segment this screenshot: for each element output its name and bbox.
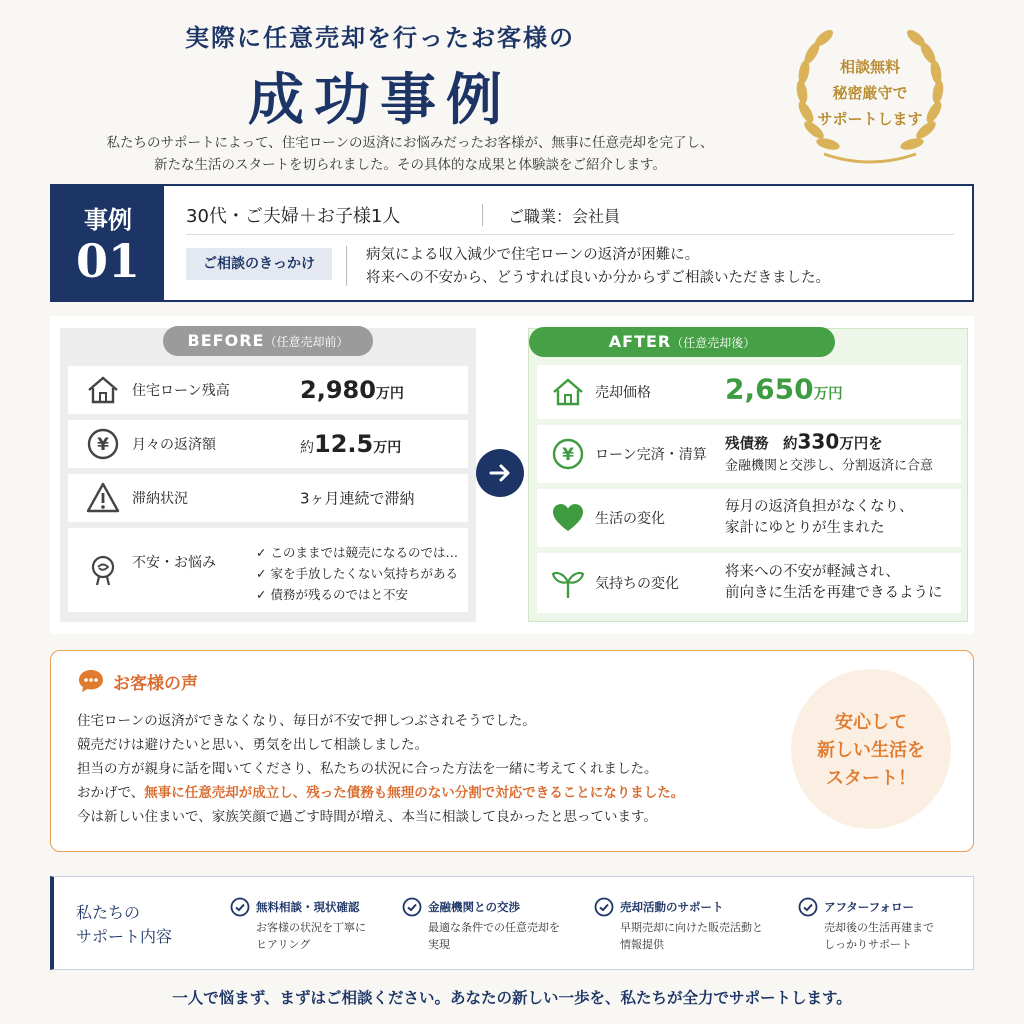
case-label-text: 事例 [84, 205, 132, 234]
badge-text [784, 54, 956, 132]
before-after-section [50, 316, 974, 634]
badge-line: 秘密厳守で [832, 84, 908, 102]
after-panel [528, 328, 968, 622]
warning-icon [84, 479, 122, 517]
desc-line: 実現 [428, 938, 450, 951]
check-circle-icon [594, 897, 614, 917]
before-row-arrears [68, 474, 468, 522]
divider [482, 204, 483, 226]
support-title-line: サポート内容 [76, 927, 173, 946]
worry-item: ✓ このままでは競売になるのでは… [256, 545, 458, 560]
case-profile: 30代・ご夫婦＋お子様1人 [186, 206, 401, 227]
voice-text: おかげで、 [77, 785, 145, 801]
circle-text [791, 709, 951, 793]
free-consultation-badge [784, 20, 956, 170]
intro-line: 新たな生活のスタートを切られました。その具体的な成果と体験談をご紹介します。 [154, 157, 666, 173]
value-unit: 万円 [373, 440, 402, 456]
row-value [725, 372, 843, 406]
value-number: 12.5 [314, 430, 374, 458]
support-title [76, 901, 172, 949]
trigger-text [366, 244, 830, 290]
value-unit: 万円 [375, 386, 404, 402]
value-line: 将来への不安が軽減され、 [725, 564, 900, 580]
row-label: 月々の返済額 [132, 437, 216, 453]
svg-text:¥: ¥ [97, 435, 109, 455]
value-line [725, 429, 933, 456]
desc-line: お客様の状況を丁寧に [256, 921, 366, 934]
intro-text [60, 132, 760, 176]
sprout-icon [549, 564, 587, 602]
row-value [725, 429, 934, 477]
case-label [52, 186, 164, 300]
voice-line: 今は新しい住まいで、家族笑顔で過ごす時間が増え、本当に相談して良かったと思っています。 [77, 809, 657, 825]
value-prefix: 約 [300, 440, 314, 456]
desc-line: 情報提供 [620, 938, 664, 951]
row-value [300, 376, 404, 404]
pill-main: BEFORE [187, 331, 265, 350]
support-item-title: アフターフォロー [824, 900, 915, 914]
voice-body [77, 709, 684, 829]
circle-line: 安心して [835, 712, 907, 733]
pill-sub: （任意売却後） [671, 336, 756, 350]
customer-voice-card [50, 650, 974, 852]
value-number: 330 [797, 429, 840, 454]
before-pill [163, 326, 373, 356]
before-row-monthly-payment [68, 420, 468, 468]
after-row-sale-price [537, 365, 961, 419]
after-row-loan-settlement [537, 425, 961, 483]
value-number: 2,980 [300, 376, 376, 404]
divider [186, 234, 954, 235]
footer-message: 一人で悩まず、まずはご相談ください。あなたの新しい一歩を、私たちが全力でサポートします。 [172, 989, 852, 1007]
value-line: 家計にゆとりが生まれた [725, 520, 885, 536]
row-label: 生活の変化 [595, 511, 665, 527]
heart-icon [549, 499, 587, 537]
worries-list [256, 542, 458, 605]
house-icon [84, 371, 122, 409]
after-pill [529, 327, 835, 357]
value-unit: 万円を [839, 436, 883, 453]
trigger-line: 病気による収入減少で住宅ローンの返済が困難に。 [366, 247, 700, 263]
case-header-card [50, 184, 974, 302]
check-circle-icon [402, 897, 422, 917]
before-row-worries [68, 528, 468, 612]
row-label: 住宅ローン残高 [132, 383, 230, 399]
support-title-line: 私たちの [76, 903, 141, 922]
support-item-desc [620, 919, 763, 953]
desc-line: 最適な条件での任意売却を [428, 921, 560, 934]
voice-highlight: 無事に任意売却が成立し、残った債務も無理のない分割で対応できることになりました。 [144, 785, 685, 801]
desc-line: 売却後の生活再建まで [824, 921, 934, 934]
svg-text:¥: ¥ [562, 445, 574, 465]
value-unit: 万円 [813, 386, 843, 403]
row-label: 滞納状況 [132, 491, 188, 507]
value-note: 金融機関と交渉し、分割返済に合意 [725, 458, 934, 474]
trigger-line: 将来への不安から、どうすれば良いか分からずご相談いただきました。 [366, 270, 830, 286]
voice-heading: お客様の声 [113, 674, 198, 694]
after-row-feeling-change [537, 553, 961, 613]
before-row-loan-balance [68, 366, 468, 414]
value-number: 2,650 [725, 372, 814, 406]
row-label: 気持ちの変化 [595, 576, 679, 592]
desc-line: しっかりサポート [824, 938, 912, 951]
case-number: 01 [75, 234, 140, 288]
desc-line: ヒアリング [256, 938, 311, 951]
value-line: 前向きに生活を再建できるように [725, 585, 943, 601]
support-item-title: 金融機関との交渉 [428, 900, 520, 914]
row-value [300, 430, 401, 458]
support-item-desc [824, 919, 934, 953]
worry-text: 家を手放したくない気持ちがある [270, 566, 458, 581]
house-icon [549, 373, 587, 411]
value-line: 毎月の返済負担がなくなり、 [725, 499, 914, 515]
page-title: 成功事例 [248, 67, 512, 133]
worry-item: ✓ 家を手放したくない気持ちがある [256, 566, 458, 581]
value-prefix: 残債務 約 [725, 436, 798, 453]
badge-line: サポートします [817, 110, 923, 128]
badge-line: 相談無料 [839, 58, 900, 76]
circle-line: 新しい生活を [817, 740, 925, 761]
worry-text: 債務が残るのではと不安 [270, 587, 408, 602]
divider [346, 246, 347, 286]
row-label: 不安・お悩み [132, 555, 216, 571]
yen-icon [84, 425, 122, 463]
check-circle-icon [798, 897, 818, 917]
voice-line: 住宅ローンの返済ができなくなり、毎日が不安で押しつぶされそうでした。 [77, 713, 536, 729]
row-value [725, 497, 914, 539]
row-value [725, 562, 943, 604]
voice-line [77, 781, 684, 805]
intro-line: 私たちのサポートによって、住宅ローンの返済にお悩みだったお客様が、無事に任意売却を完了し、 [106, 135, 714, 151]
row-label: 売却価格 [595, 385, 651, 401]
voice-line: 競売だけは避けたいと思い、勇気を出して相談しました。 [77, 737, 428, 753]
arrow-right-icon [476, 449, 524, 497]
row-label: ローン完済・清算 [595, 447, 707, 463]
support-content-card [50, 876, 974, 970]
yen-icon [549, 435, 587, 473]
worry-text: このままでは競売になるのでは… [270, 545, 458, 560]
desc-line: 早期売却に向けた販売活動と [620, 921, 763, 934]
after-row-life-change [537, 489, 961, 547]
support-item-title: 売却活動のサポート [620, 900, 724, 914]
voice-line: 担当の方が親身に話を聞いてくださり、私たちの状況に合った方法を一緒に考えてくれました。 [77, 761, 658, 777]
case-job: ご職業：会社員 [508, 207, 621, 226]
start-new-life-circle [791, 669, 951, 829]
row-value: 3ヶ月連続で滞納 [300, 489, 415, 508]
pill-main: AFTER [608, 332, 672, 351]
worry-item: ✓ 債務が残るのではと不安 [256, 587, 408, 602]
support-item-title: 無料相談・現状確認 [256, 900, 360, 914]
worry-icon [84, 552, 122, 590]
check-circle-icon [230, 897, 250, 917]
pill-sub: （任意売却前） [264, 335, 349, 349]
speech-bubble-icon [77, 667, 105, 695]
support-item-desc [256, 919, 366, 953]
before-panel [60, 328, 476, 622]
circle-line: スタート！ [826, 768, 916, 789]
support-item-desc [428, 919, 560, 953]
trigger-tag: ご相談のきっかけ [186, 248, 332, 280]
page-subtitle: 実際に任意売却を行ったお客様の [185, 23, 575, 52]
